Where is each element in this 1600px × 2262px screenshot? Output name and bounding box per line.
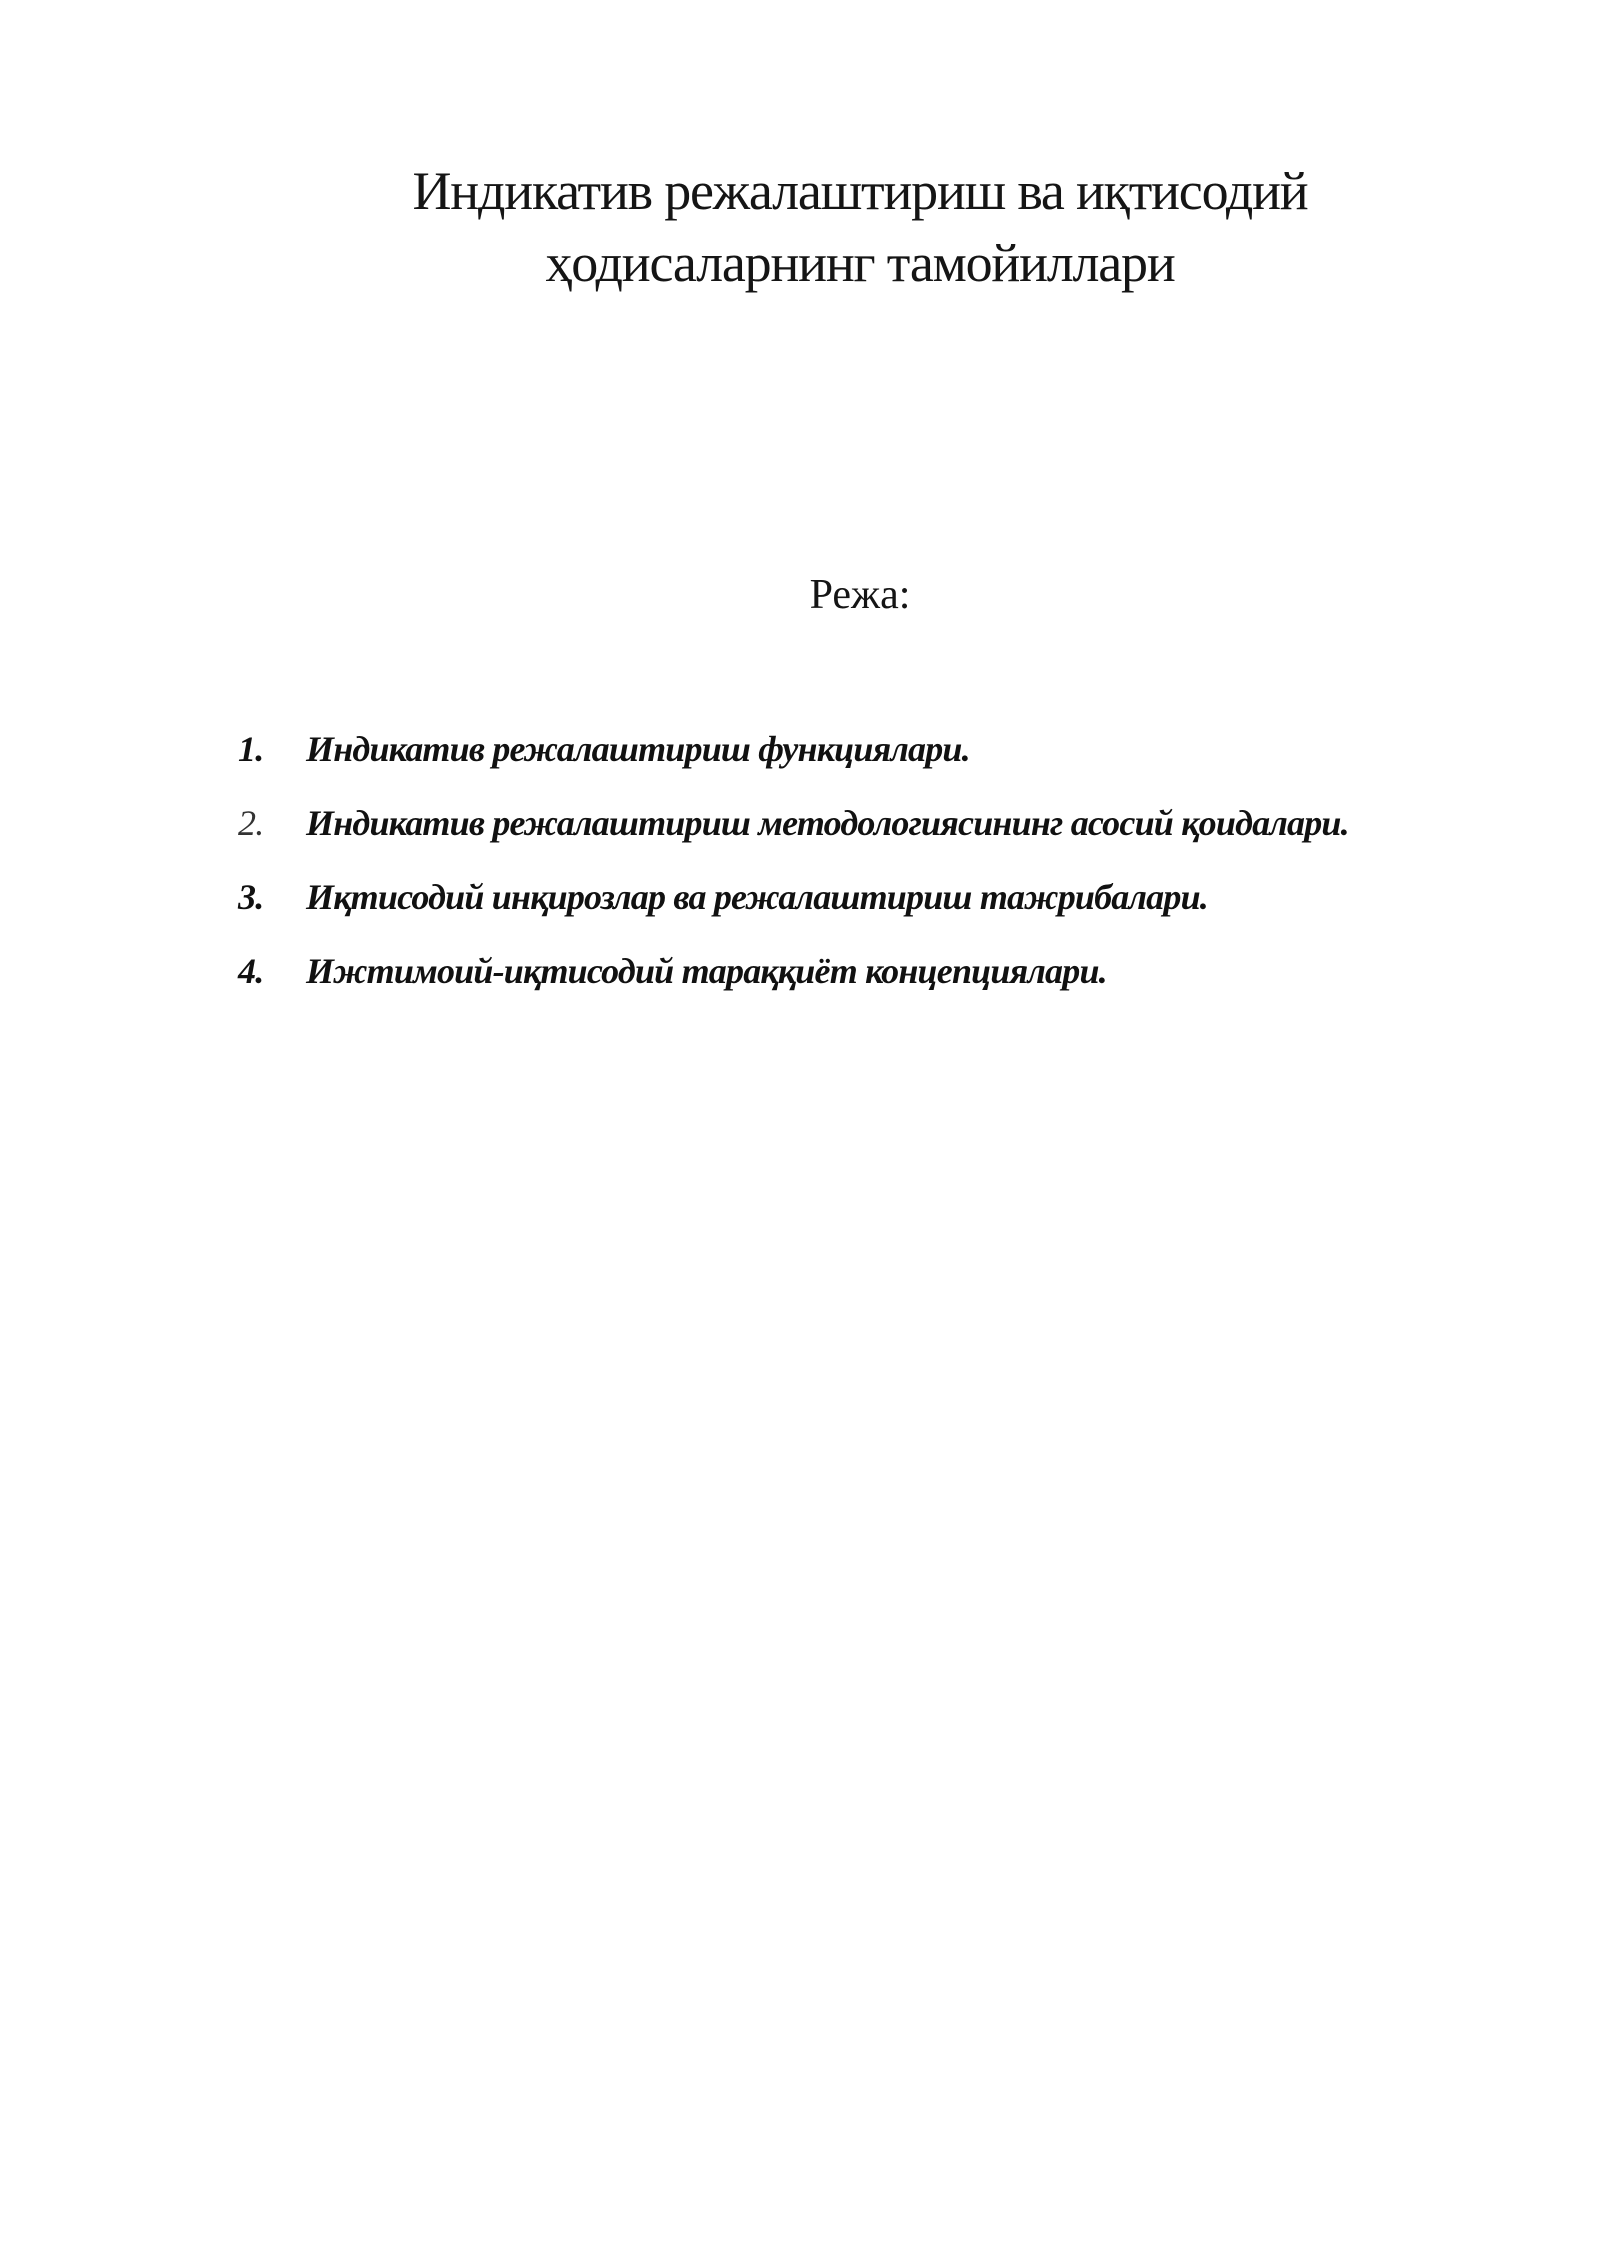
plan-item-text: Индикатив режалаштириш методологиясининг асосий қоидалари. <box>306 803 1349 843</box>
document-title-line-2: ҳодисаларнинг тамойиллари <box>545 233 1175 293</box>
plan-item-2 <box>238 786 1418 860</box>
plan-item-text: Индикатив режалаштириш функциялари. <box>306 729 970 769</box>
plan-item-number: 4. <box>238 951 264 991</box>
document-title <box>330 155 1390 299</box>
plan-item-text: Иқтисодий инқирозлар ва режалаштириш тажрибалари. <box>306 877 1208 917</box>
plan-item-number: 2. <box>238 803 264 843</box>
plan-item-text: Ижтимоий-иқтисодий тараққиёт концепциялари. <box>306 951 1107 991</box>
plan-list <box>238 712 1418 1008</box>
plan-item-number: 1. <box>238 729 264 769</box>
plan-item-number: 3. <box>238 877 264 917</box>
plan-item-3 <box>238 860 1418 934</box>
plan-heading: Режа: <box>809 572 911 618</box>
plan-item-1 <box>238 712 1418 786</box>
document-title-line-1: Индикатив режалаштириш ва иқтисодий <box>412 161 1308 221</box>
plan-item-4 <box>238 934 1418 1008</box>
